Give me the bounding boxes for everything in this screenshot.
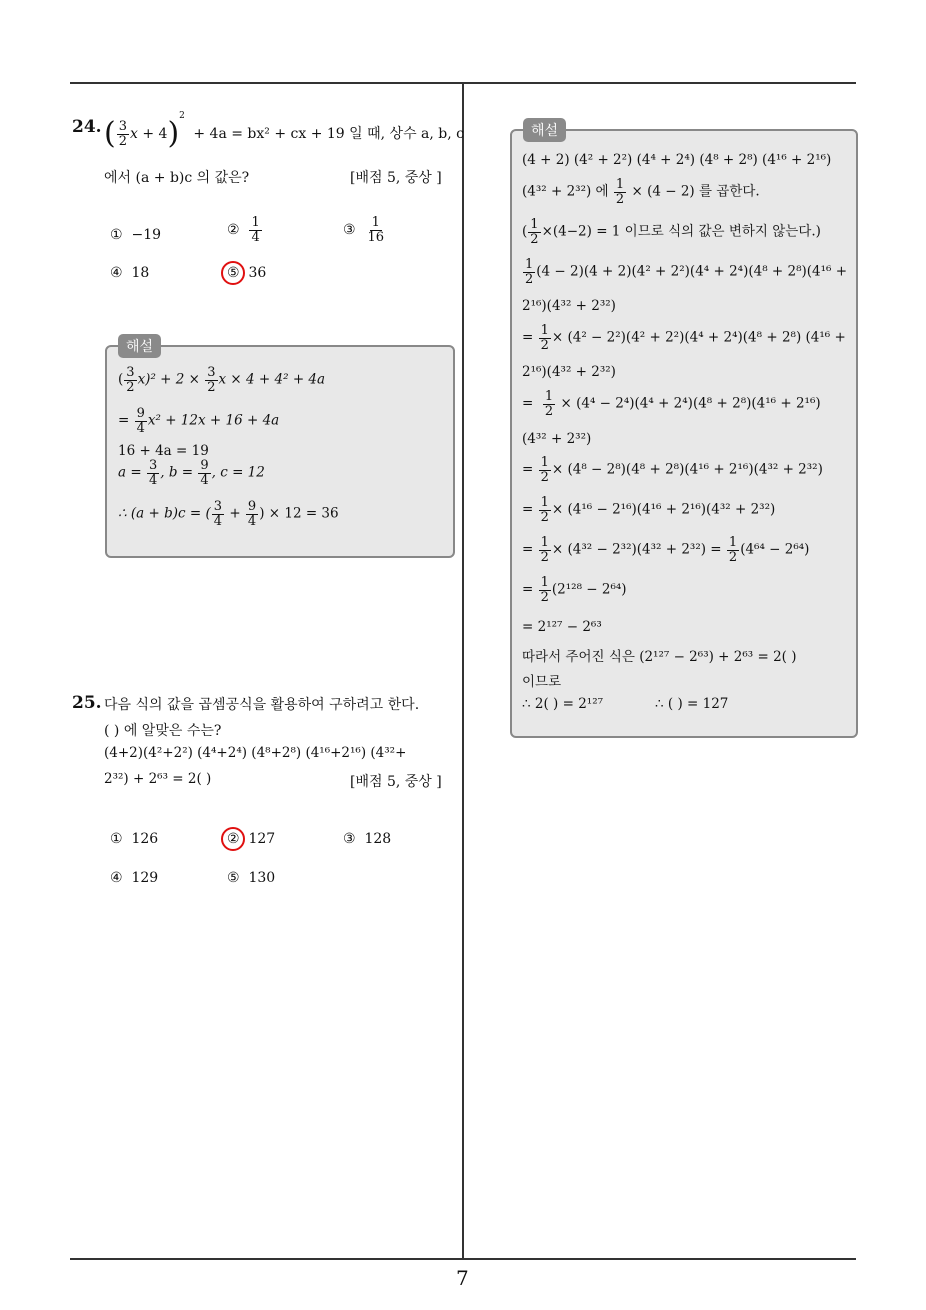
q25-sol-r1: (4 + 2) (4² + 2²) (4⁴ + 2⁴) (4⁸ + 2⁸) (4¹⁶ + 2¹⁶) [522,152,832,168]
q24-option-5[interactable]: ⑤ 36 [227,265,267,281]
q24-sol-line-3: 16 + 4a = 19 [118,443,209,459]
q25-sol-r9: (4³² + 2³²) [522,431,592,447]
q24-sol-line-5: ∴ (a + b)c = ( $\frac{3}{4}$ + $\frac{9}{4}$ ) × 12 = 36 [118,499,339,529]
question-25-stem-line4: 2³²) + 2⁶³ = 2( ) [104,771,212,787]
q24-option-2[interactable]: ② $\frac{1}{4}$ [227,215,260,245]
q25-option-2[interactable]: ② 127 [227,831,276,847]
question-24-points: [배점 5, 중상 ] [350,170,442,186]
question-24-number: 24. [72,117,102,137]
q25-sol-r2: (4³² + 2³²) 에 $\frac{1}{2}$ × (4 − 2) 를 곱한다. [522,177,760,207]
q25-option-5[interactable]: ⑤ 130 [227,870,276,886]
q25-sol-r8: = $\frac{1}{2}$ × (4⁴ − 2⁴)(4⁴ + 2⁴)(4⁸ + 2⁸)(4¹⁶ + 2¹⁶) [522,389,821,419]
q25-option-3[interactable]: ③ 128 [343,831,392,847]
question-25-number: 25. [72,693,102,713]
q25-sol-r5: 2¹⁶)(4³² + 2³²) [522,298,616,314]
q24-option-1[interactable]: ① −19 [110,227,162,243]
q24-option-3[interactable]: ③ $\frac{1}{16}$ [343,215,385,245]
q24-answer-circle [221,261,245,285]
q25-solution-tag: 해설 [523,118,566,142]
question-24-stem: ( $\frac{3}{2}$ x + 4)$^2$ + 4a = bx² + cx + 19 일 때, 상수 a, b, c [104,111,465,152]
page-number: 7 [456,1266,469,1290]
q25-sol-r17a: ∴ 2( ) = 2¹²⁷ [522,696,604,712]
q25-sol-r15: 따라서 주어진 식은 (2¹²⁷ − 2⁶³) + 2⁶³ = 2( ) [522,649,797,665]
question-25-stem-line1: 다음 식의 값을 곱셈공식을 활용하여 구하려고 한다. [104,697,420,713]
q24-sol-line-2: = $\frac{9}{4}$ x² + 12x + 16 + 4a [118,406,280,436]
q25-option-4[interactable]: ④ 129 [110,870,159,886]
q24-sol-line-4: a = $\frac{3}{4}$ , b = $\frac{9}{4}$ , c = 12 [118,458,265,488]
question-25-stem-line3: (4+2)(4²+2²) (4⁴+2⁴) (4⁸+2⁸) (4¹⁶+2¹⁶) (4³²+ [104,745,407,761]
q25-sol-r10: = $\frac{1}{2}$ × (4⁸ − 2⁸)(4⁸ + 2⁸)(4¹⁶ + 2¹⁶)(4³² + 2³²) [522,455,823,485]
q25-sol-r13: = $\frac{1}{2}$ (2¹²⁸ − 2⁶⁴) [522,575,627,605]
q25-sol-r7: 2¹⁶)(4³² + 2³²) [522,364,616,380]
question-24-stem-line2: 에서 (a + b)c 의 값은? [104,170,250,186]
q25-sol-r14: = 2¹²⁷ − 2⁶³ [522,619,602,635]
q25-sol-r11: = $\frac{1}{2}$ × (4¹⁶ − 2¹⁶)(4¹⁶ + 2¹⁶)(4³² + 2³²) [522,495,776,525]
q24-sol-line-1: ( $\frac{3}{2}$ x)² + 2 × $\frac{3}{2}$ x × 4 + 4² + 4a [118,365,326,395]
q25-sol-r3: ( $\frac{1}{2}$ ×(4−2) = 1 이므로 식의 값은 변하지 않는다.) [522,217,821,247]
question-25-points: [배점 5, 중상 ] [350,774,442,790]
q24-option-4[interactable]: ④ 18 [110,265,150,281]
bottom-rule [70,1258,856,1260]
column-divider [462,82,464,1260]
q25-sol-r12: = $\frac{1}{2}$ × (4³² − 2³²)(4³² + 2³²) = $\frac{1}{2}$ (4⁶⁴ − 2⁶⁴) [522,535,810,565]
q25-sol-r6: = $\frac{1}{2}$ × (4² − 2²)(4² + 2²)(4⁴ + 2⁴)(4⁸ + 2⁸) (4¹⁶ + [522,323,846,353]
q25-answer-circle [221,827,245,851]
q24-solution-tag: 해설 [118,334,161,358]
q25-sol-r17b: ∴ ( ) = 127 [655,696,729,712]
q25-sol-r16: 이므로 [522,674,562,690]
q25-option-1[interactable]: ① 126 [110,831,159,847]
q25-sol-r4: $\frac{1}{2}$ (4 − 2)(4 + 2)(4² + 2²)(4⁴ + 2⁴)(4⁸ + 2⁸)(4¹⁶ + [525,257,848,287]
question-25-stem-line2: ( ) 에 알맞은 수는? [104,723,222,739]
